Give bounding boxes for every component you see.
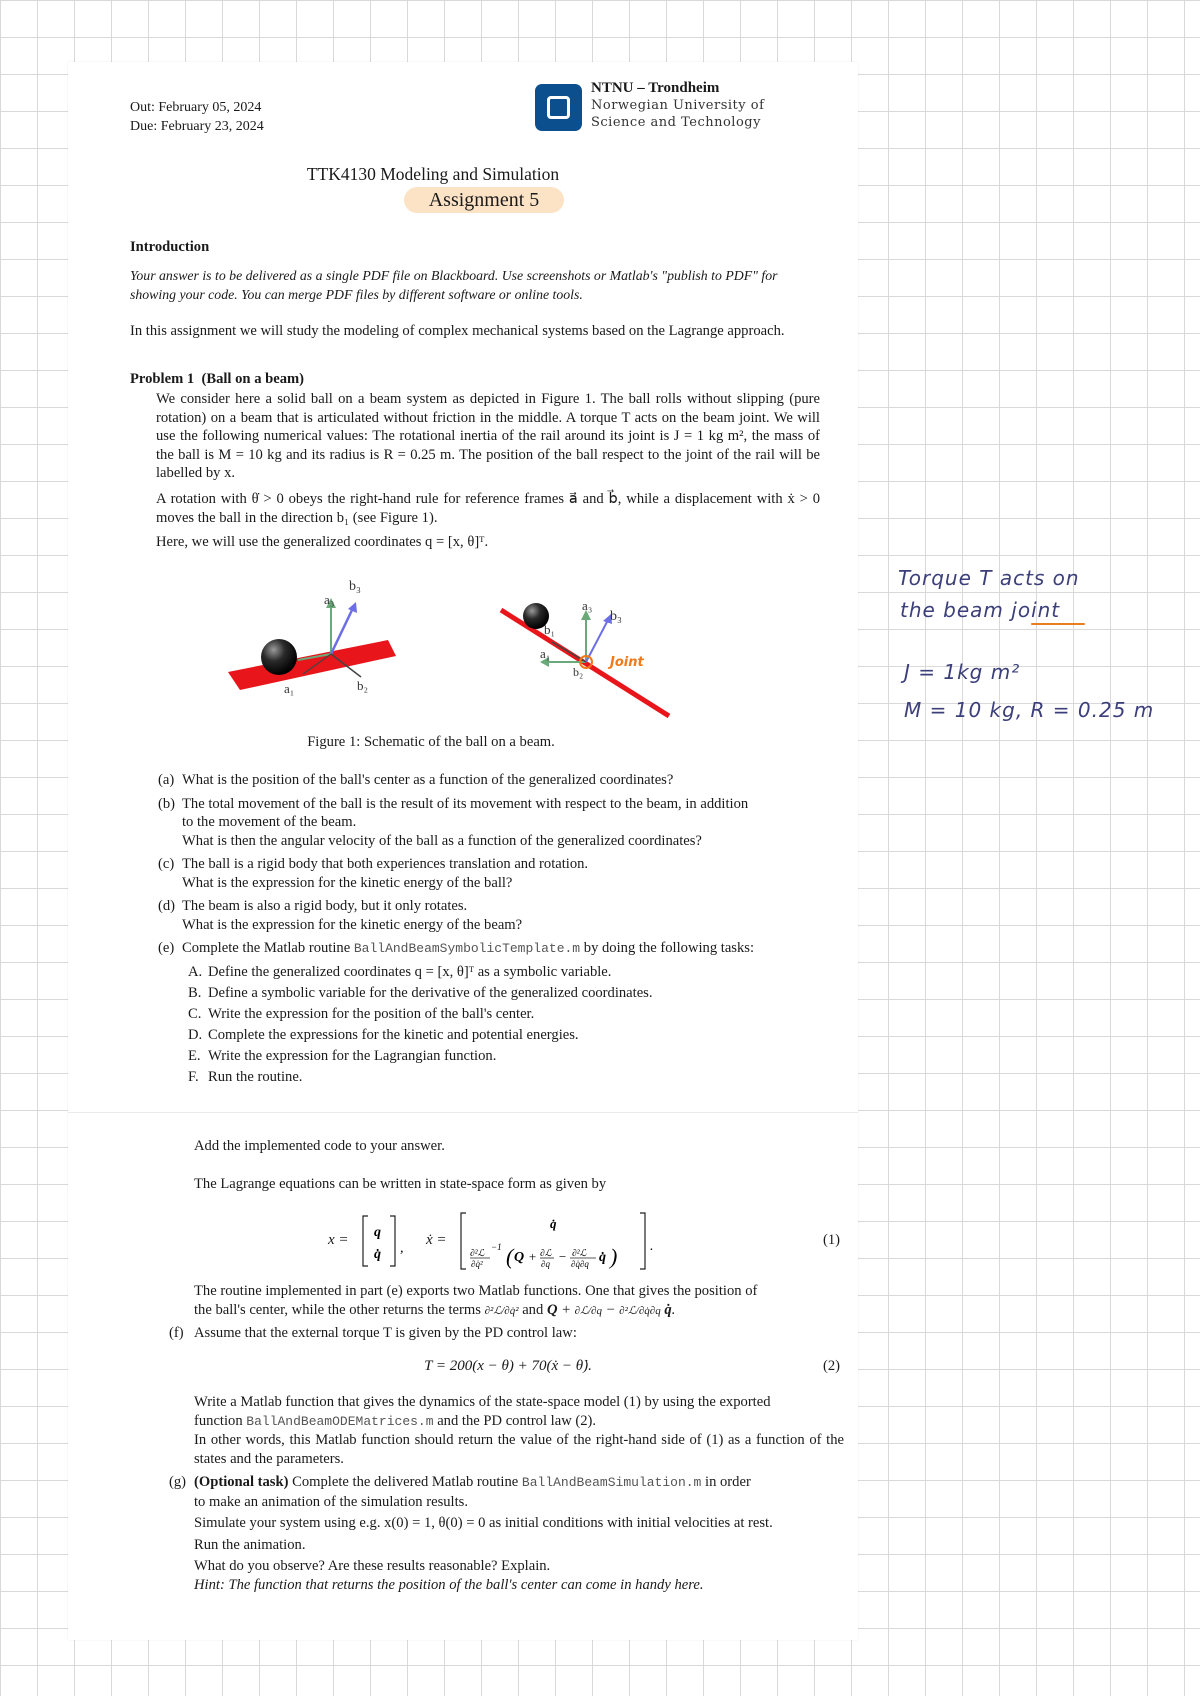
institution-name: NTNU – Trondheim	[591, 80, 720, 96]
due-date: Due: February 23, 2024	[130, 119, 264, 134]
problem-para2: A rotation with θ̇ > 0 obeys the right-hand rule for reference frames a⃗ and b⃗, while a displacement with ẋ > 0 moves the ball in the direction b₁ (see Figure 1).	[156, 491, 820, 526]
dates-block	[130, 98, 264, 136]
item-e-tasks	[188, 962, 828, 1088]
add-code-text: Add the implemented code to your answer.	[194, 1138, 445, 1154]
problem-label: Problem 1	[130, 371, 195, 387]
svg-text:Q: Q	[514, 1250, 525, 1265]
exports-line2: the ball's center, while the other returns the terms ∂²ℒ/∂q̇² and Q + ∂ℒ/∂q − ∂²ℒ/∂q̇∂q q̇.	[194, 1301, 676, 1318]
item-b-label: (b)	[158, 795, 176, 812]
left-schematic	[228, 579, 396, 696]
item-a	[158, 771, 828, 790]
problem-para3: Here, we will use the generalized coordinates q = [x, θ]ᵀ.	[156, 534, 489, 550]
svg-text:∂q: ∂q	[541, 1259, 550, 1269]
f-p2: In other words, this Matlab function should return the value of the right-hand side of (1) as a function of the states and the parameters.	[194, 1432, 844, 1467]
task-e-label: E.	[188, 1047, 201, 1064]
lagrange-intro: The Lagrange equations can be written in state-space form as given by	[194, 1176, 607, 1192]
item-e-file: BallAndBeamSymbolicTemplate.m	[353, 941, 581, 956]
item-c-label: (c)	[158, 856, 175, 872]
task-d-text: Complete the expressions for the kinetic and potential energies.	[208, 1026, 579, 1043]
g-sim: Simulate your system using e.g. x(0) = 1, θ(0) = 0 as initial conditions with initial velocities at rest.	[194, 1515, 773, 1531]
figure-ball-on-beam	[218, 562, 778, 792]
item-d-line2: What is the expression for the kinetic energy of the beam?	[182, 916, 523, 933]
f-p1-post: and the PD control law (2).	[437, 1412, 597, 1429]
handwritten-note-1: Torque T acts on	[898, 566, 1080, 590]
f-p1-file: BallAndBeamODEMatrices.m	[246, 1413, 434, 1429]
institution-line3: Science and Technology	[591, 115, 761, 130]
task-a-text: Define the generalized coordinates q = [x, θ]ᵀ as a symbolic variable.	[208, 963, 612, 980]
left-label-a1: a₁	[284, 681, 295, 696]
item-a-line1: What is the position of the ball's center as a function of the generalized coordinates?	[182, 772, 674, 788]
svg-text:.: .	[650, 1239, 654, 1254]
handwritten-note-3: J = 1kg m²	[904, 660, 1021, 684]
left-ball	[261, 639, 297, 675]
item-g	[169, 1473, 844, 1594]
figure-caption: Figure 1: Schematic of the ball on a beam.	[307, 734, 555, 750]
left-label-a3: a₃	[324, 592, 335, 607]
item-d-label: (d)	[158, 898, 176, 914]
intro-note-line1: Your answer is to be delivered as a single PDF file on Blackboard. Use screenshots or Matlab's "publish to PDF" for	[130, 268, 778, 283]
problem-title: (Ball on a beam)	[201, 371, 305, 387]
item-f-label: (f)	[169, 1325, 184, 1341]
exports-line1: The routine implemented in part (e) exports two Matlab functions. One that gives the position of	[194, 1283, 758, 1299]
handwritten-note-4: M = 10 kg, R = 0.25 m	[904, 698, 1155, 722]
item-e-post: by doing the following tasks:	[583, 940, 755, 956]
equation-1: x = q q̇ , ẋ = q̇ ∂²ℒ ∂q̇² −1 ( Q + ∂ℒ ∂q − ∂²ℒ ∂q̇∂q q̇ ) .	[328, 1210, 748, 1272]
g-hint: Hint: The function that returns the position of the ball's center can come in handy here.	[194, 1576, 704, 1593]
svg-text:∂ℒ: ∂ℒ	[540, 1249, 552, 1259]
exports-text	[194, 1282, 844, 1320]
eq2-number: (2)	[823, 1358, 841, 1374]
g-line1	[194, 1473, 844, 1493]
svg-text:−: −	[558, 1249, 567, 1264]
handwritten-underline	[1031, 623, 1085, 625]
item-f-text: Assume that the external torque T is given by the PD control law:	[194, 1325, 577, 1341]
g-post: in order	[705, 1474, 751, 1490]
task-f-label: F.	[188, 1068, 199, 1085]
joint-annotation: Joint	[610, 655, 644, 670]
right-schematic	[501, 598, 669, 716]
intro-heading: Introduction	[130, 239, 210, 255]
right-label-a1: a₁	[540, 646, 551, 661]
left-b3-axis	[331, 608, 353, 654]
item-list	[158, 771, 828, 1088]
task-b	[188, 983, 828, 1004]
g-bold: (Optional task)	[194, 1474, 289, 1490]
task-f-text: Run the routine.	[208, 1068, 303, 1085]
task-c-label: C.	[188, 1005, 202, 1022]
task-d-label: D.	[188, 1026, 203, 1043]
item-d	[158, 897, 828, 934]
g-line2: to make an animation of the simulation results.	[194, 1493, 468, 1510]
task-c	[188, 1004, 828, 1025]
f-p1-pre: function	[194, 1412, 243, 1429]
item-e-pre: Complete the Matlab routine	[182, 940, 351, 956]
item-g-label: (g)	[169, 1474, 187, 1490]
right-b3-axis	[586, 620, 608, 662]
problem-heading	[130, 371, 304, 388]
right-label-a3: a₃	[582, 598, 593, 613]
right-label-b3: b₃	[610, 609, 622, 624]
svg-text:q̇: q̇	[550, 1216, 557, 1231]
svg-text:−1: −1	[491, 1242, 502, 1252]
item-c-line2: What is the expression for the kinetic energy of the ball?	[182, 874, 513, 891]
task-a-label: A.	[188, 963, 203, 980]
right-label-b2: b₂	[573, 665, 584, 679]
document-page	[68, 62, 858, 1640]
task-b-label: B.	[188, 984, 202, 1001]
task-e-text: Write the expression for the Lagrangian function.	[208, 1047, 497, 1064]
problem-para1: We consider here a solid ball on a beam system as depicted in Figure 1. The ball rolls without slipping (pure rotation) on a beam that is articulated without friction in the middle. A torque T acts on the beam joint. We will use the following numerical values: The rotational inertia of the rail around its joint is J = 1 kg m², the mass of the ball is M = 10 kg and its radius is R = 0.25 m. The position of the ball respect to the joint of the rail will be labelled by x.	[156, 391, 820, 481]
svg-text:q̇: q̇	[374, 1247, 381, 1262]
task-c-text: Write the expression for the position of the ball's center.	[208, 1005, 535, 1022]
item-c-line1: The ball is a rigid body that both experiences translation and rotation.	[182, 856, 589, 872]
g-pre: Complete the delivered Matlab routine	[292, 1474, 519, 1490]
left-label-b2: b₂	[357, 678, 369, 693]
svg-text:,: ,	[400, 1241, 404, 1256]
intro-body: In this assignment we will study the modeling of complex mechanical systems based on the Lagrange approach.	[130, 323, 785, 339]
item-d-line1: The beam is also a rigid body, but it only rotates.	[182, 898, 468, 914]
svg-text:∂q̇∂q: ∂q̇∂q	[571, 1259, 589, 1269]
intro-note	[130, 267, 850, 304]
item-f-body	[194, 1393, 844, 1468]
task-e	[188, 1046, 828, 1067]
task-f	[188, 1067, 828, 1088]
right-label-b1: b₁	[544, 622, 556, 637]
item-e-intro	[182, 939, 828, 959]
svg-text:q: q	[374, 1225, 381, 1240]
institution-block	[591, 80, 764, 131]
item-e	[158, 939, 828, 1088]
g-run: Run the animation.	[194, 1536, 306, 1553]
item-e-label: (e)	[158, 940, 175, 956]
assignment-title: Assignment 5	[404, 187, 564, 213]
svg-text:q̇: q̇	[599, 1250, 606, 1265]
g-observe: What do you observe? Are these results reasonable? Explain.	[194, 1558, 551, 1574]
exports-line2-a: the ball's center, while the other returns the terms	[194, 1301, 481, 1318]
item-a-label: (a)	[158, 772, 175, 788]
item-f	[169, 1324, 844, 1343]
svg-text:∂²ℒ: ∂²ℒ	[572, 1249, 587, 1259]
svg-text:): )	[610, 1244, 618, 1269]
f-p1-line2	[194, 1412, 844, 1432]
page-break	[68, 1112, 858, 1113]
item-b	[158, 795, 828, 851]
f-p1-line1: Write a Matlab function that gives the dynamics of the state-space model (1) by using the exported	[194, 1394, 771, 1410]
equation-2: T = 200(x − θ) + 70(ẋ − θ̇).	[424, 1358, 592, 1374]
out-date: Out: February 05, 2024	[130, 100, 262, 115]
ntnu-logo-icon	[535, 84, 582, 131]
left-beam	[228, 640, 396, 690]
svg-text:∂q̇²: ∂q̇²	[471, 1259, 483, 1269]
eq1-number: (1)	[823, 1232, 841, 1248]
svg-text:∂²ℒ: ∂²ℒ	[470, 1249, 485, 1259]
task-a	[188, 962, 828, 983]
g-file: BallAndBeamSimulation.m	[521, 1475, 702, 1490]
task-b-text: Define a symbolic variable for the derivative of the generalized coordinates.	[208, 984, 653, 1001]
exports-line2-b: and	[522, 1301, 544, 1318]
intro-note-line2: showing your code. You can merge PDF files by different software or online tools.	[130, 286, 583, 302]
eq1-right-bracket-icon	[458, 1210, 658, 1272]
left-label-b3: b₃	[349, 579, 361, 594]
item-c	[158, 855, 828, 892]
eq1-left-bracket-icon	[360, 1212, 410, 1270]
svg-text:(: (	[506, 1244, 514, 1269]
handwritten-note-2: the beam joint	[900, 598, 1061, 622]
course-title: TTK4130 Modeling and Simulation	[306, 164, 560, 184]
svg-text:+: +	[528, 1249, 537, 1264]
institution-line2: Norwegian University of	[591, 98, 765, 113]
item-b-line2: to the movement of the beam.	[182, 814, 357, 830]
item-b-line1: The total movement of the ball is the result of its movement with respect to the beam, in addition	[182, 795, 749, 812]
task-d	[188, 1025, 828, 1046]
item-b-line3: What is then the angular velocity of the ball as a function of the generalized coordinates?	[182, 832, 702, 849]
